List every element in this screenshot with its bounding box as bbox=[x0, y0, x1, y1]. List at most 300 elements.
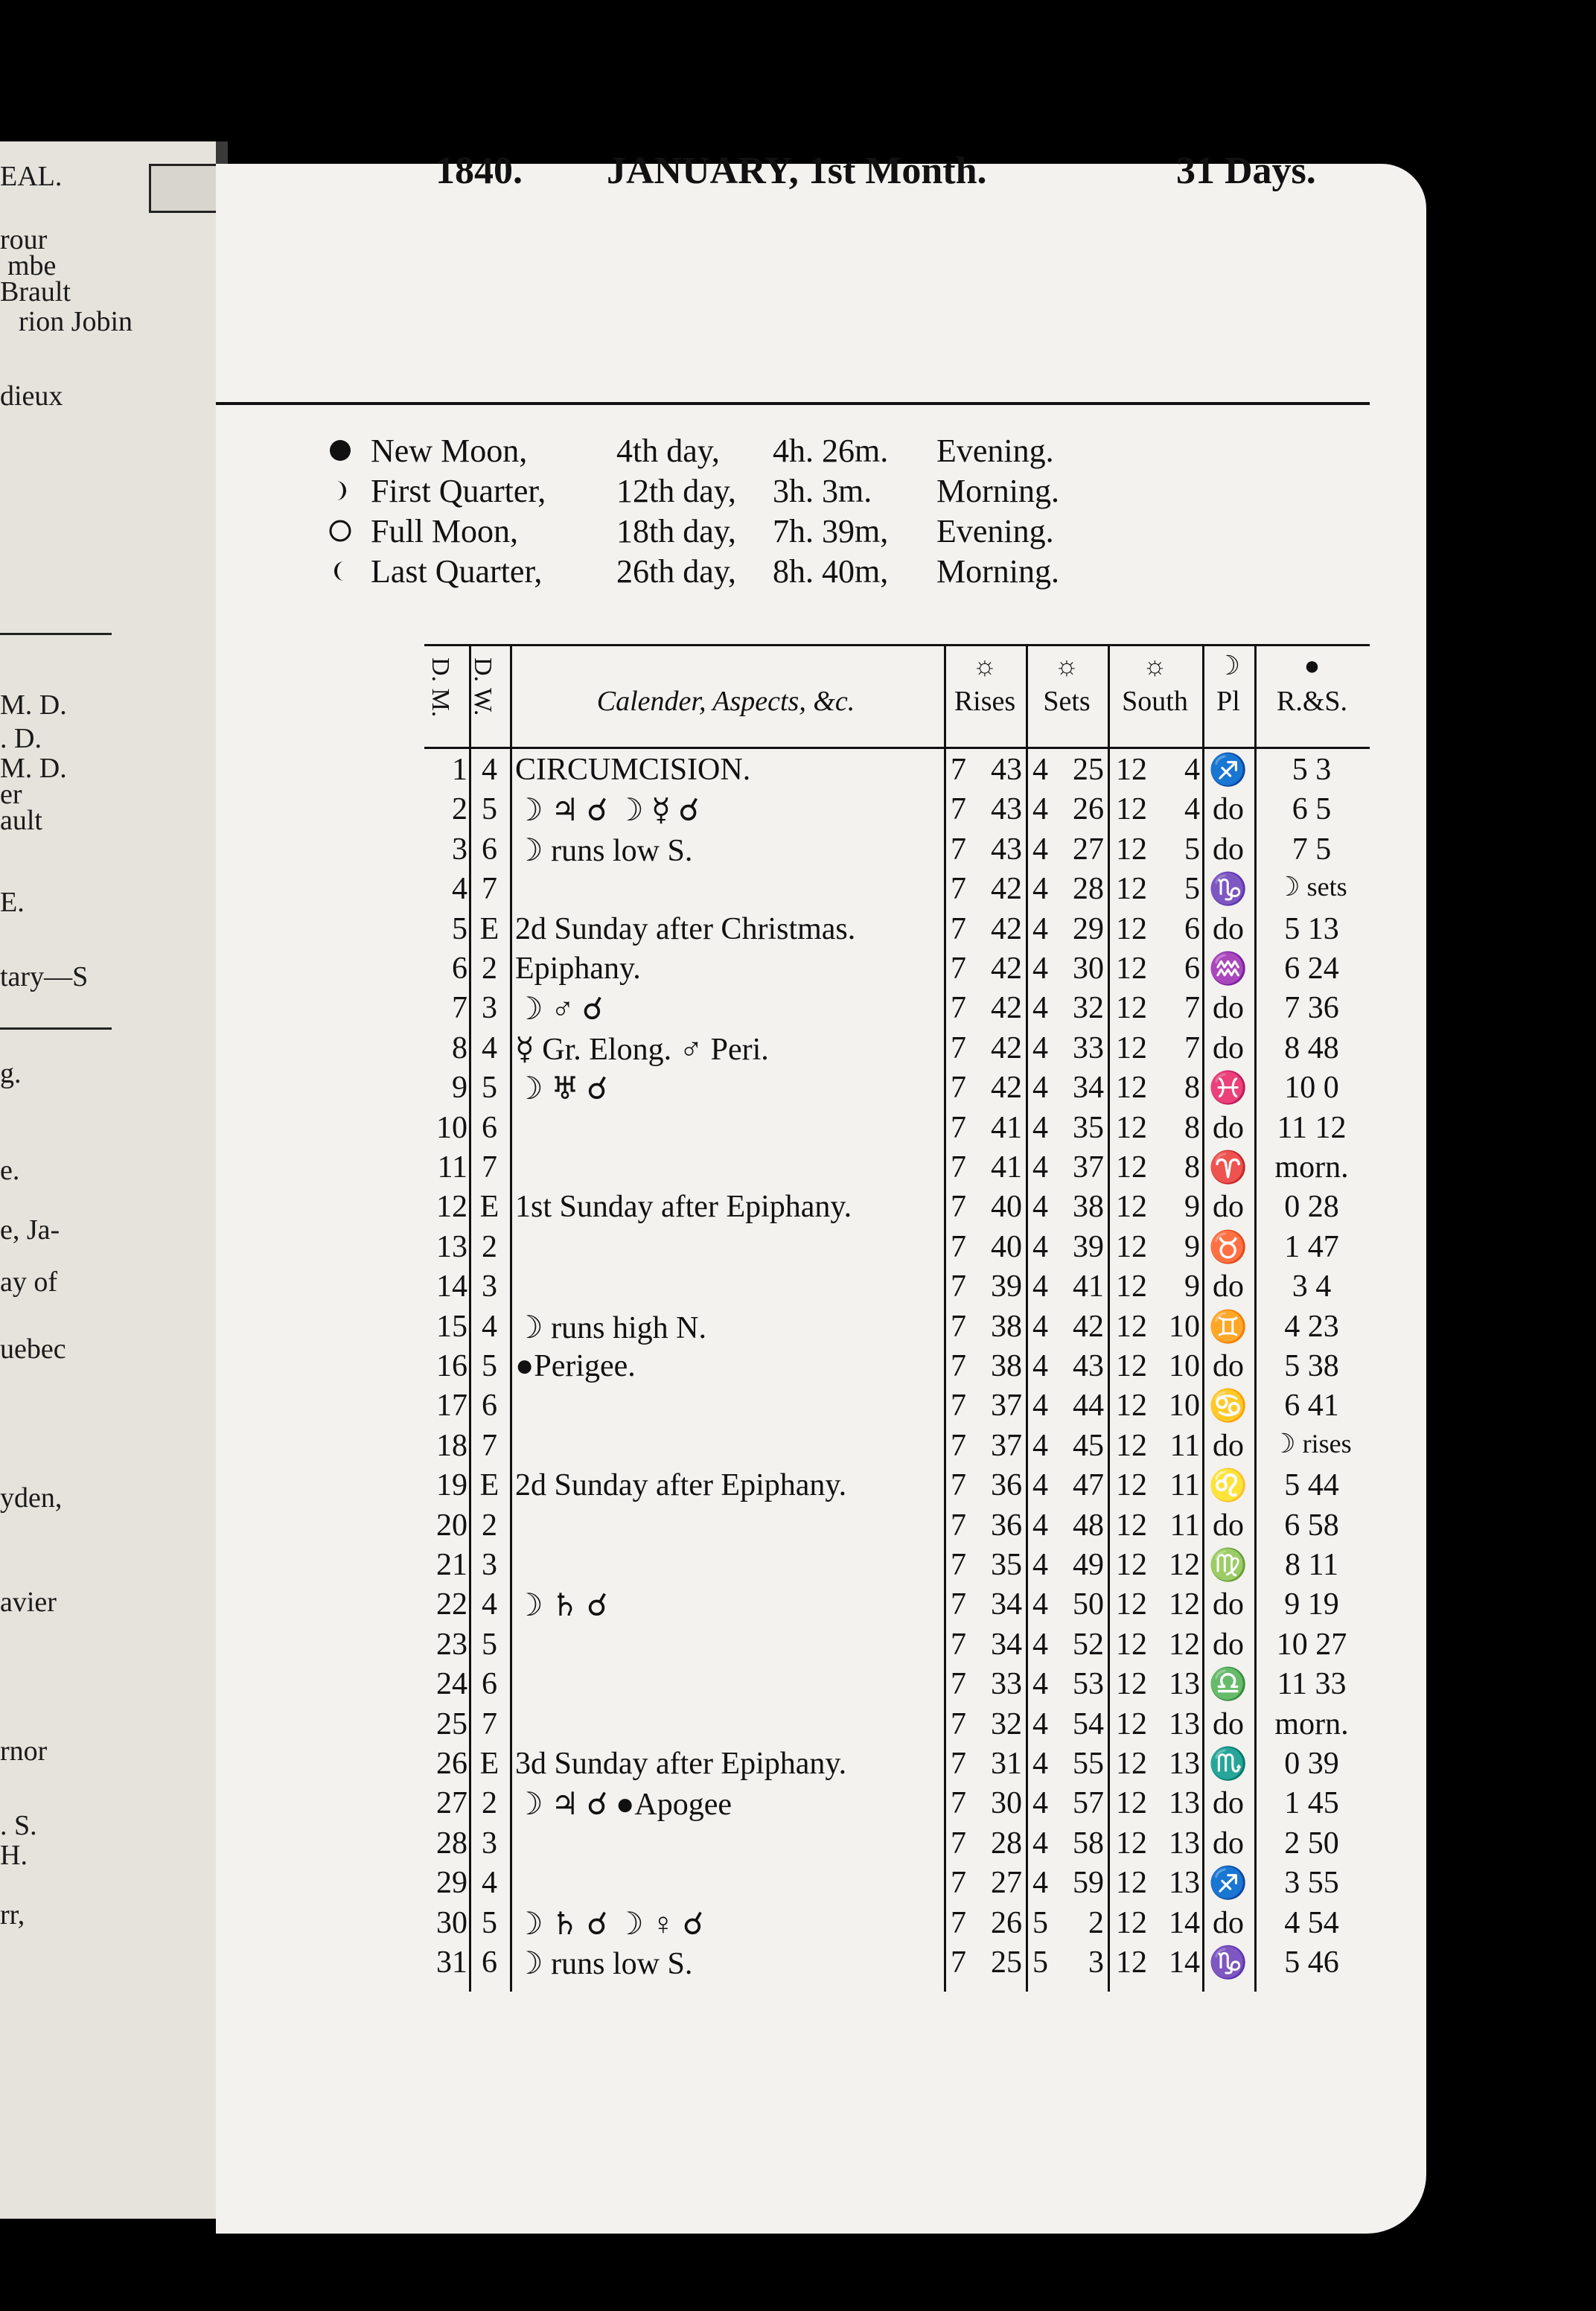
south-minute: 13 bbox=[1169, 1667, 1200, 1702]
sunset-minute: 44 bbox=[1073, 1389, 1104, 1424]
sunset-hour: 4 bbox=[1032, 1508, 1048, 1543]
moon-phase-day: 26th day, bbox=[616, 553, 736, 590]
sunrise-hour: 7 bbox=[951, 952, 966, 986]
day-of-month: 31 bbox=[436, 1945, 467, 1980]
sunrise-minute: 42 bbox=[991, 911, 1022, 946]
south-hour: 12 bbox=[1116, 1349, 1147, 1383]
calendar-note: Epiphany. bbox=[515, 952, 641, 986]
south-minute: 13 bbox=[1169, 1826, 1200, 1861]
sunrise-hour: 7 bbox=[951, 1706, 966, 1741]
moon-rise-set: 2 50 bbox=[1284, 1826, 1339, 1861]
sunset-minute: 28 bbox=[1073, 872, 1104, 907]
sunset-minute: 35 bbox=[1073, 1110, 1104, 1145]
day-of-week: 2 bbox=[482, 1229, 497, 1264]
sunset-hour: 4 bbox=[1032, 1667, 1048, 1702]
day-of-week: 7 bbox=[482, 1706, 497, 1741]
south-hour: 12 bbox=[1116, 1229, 1147, 1264]
sunrise-hour: 7 bbox=[951, 1508, 966, 1543]
south-minute: 9 bbox=[1184, 1269, 1200, 1304]
moon-rise-set: 4 23 bbox=[1284, 1309, 1339, 1344]
table-row bbox=[424, 951, 1370, 990]
sunset-minute: 39 bbox=[1073, 1229, 1104, 1264]
sunrise-hour: 7 bbox=[951, 1229, 966, 1264]
sunset-minute: 32 bbox=[1073, 991, 1104, 1026]
full-moon-icon bbox=[328, 518, 353, 544]
sunset-minute: 30 bbox=[1073, 952, 1104, 986]
sunrise-minute: 43 bbox=[991, 753, 1022, 787]
sunrise-hour: 7 bbox=[951, 872, 966, 907]
sunrise-minute: 38 bbox=[991, 1309, 1022, 1344]
sunrise-hour: 7 bbox=[951, 1667, 966, 1702]
moon-phase-period: Evening. bbox=[936, 513, 1054, 549]
south-minute: 5 bbox=[1184, 872, 1200, 907]
table-row bbox=[424, 1666, 1370, 1706]
facing-page-text: dieux bbox=[0, 380, 63, 412]
sunset-minute: 42 bbox=[1073, 1309, 1104, 1344]
day-of-week: 3 bbox=[482, 991, 497, 1026]
sunset-minute: 3 bbox=[1088, 1945, 1104, 1980]
moon-rise-set: 5 13 bbox=[1284, 911, 1339, 946]
sunset-minute: 55 bbox=[1073, 1747, 1104, 1781]
day-of-week: 3 bbox=[482, 1269, 497, 1304]
new-moon-icon bbox=[328, 438, 353, 463]
south-hour: 12 bbox=[1116, 1508, 1147, 1543]
day-of-week: 4 bbox=[482, 1866, 497, 1901]
sunset-hour: 4 bbox=[1032, 991, 1048, 1026]
moon-place: ♌ bbox=[1208, 1469, 1248, 1504]
south-hour: 12 bbox=[1116, 1627, 1147, 1662]
sunset-minute: 59 bbox=[1073, 1866, 1104, 1901]
facing-page-text: . S. bbox=[0, 1810, 37, 1841]
moon-rise-set: 5 44 bbox=[1284, 1468, 1339, 1503]
moon-place: do bbox=[1213, 991, 1244, 1026]
day-of-month: 11 bbox=[437, 1150, 467, 1185]
day-of-week: 4 bbox=[482, 1030, 497, 1065]
moon-place: ♎ bbox=[1208, 1668, 1248, 1703]
south-minute: 6 bbox=[1184, 952, 1200, 986]
sunset-minute: 25 bbox=[1073, 753, 1104, 787]
moon-place: ♏ bbox=[1208, 1747, 1248, 1782]
south-minute: 9 bbox=[1184, 1229, 1200, 1264]
sunset-hour: 4 bbox=[1032, 1866, 1048, 1901]
south-hour: 12 bbox=[1116, 1667, 1147, 1702]
moon-place: ♐ bbox=[1208, 753, 1248, 788]
moon-rise-set: 7 36 bbox=[1284, 991, 1339, 1026]
sunrise-minute: 41 bbox=[991, 1110, 1022, 1145]
sunset-hour: 4 bbox=[1032, 832, 1048, 867]
sunset-hour: 4 bbox=[1032, 1150, 1048, 1185]
sunrise-minute: 38 bbox=[991, 1349, 1022, 1383]
south-hour: 12 bbox=[1116, 1945, 1147, 1980]
facing-page-text: H. bbox=[0, 1840, 28, 1871]
day-of-week: 2 bbox=[482, 952, 497, 986]
day-of-week: 7 bbox=[482, 1150, 497, 1185]
moon-place: ♐ bbox=[1208, 1867, 1248, 1902]
sunset-minute: 38 bbox=[1073, 1190, 1104, 1225]
moon-rise-set: 3 55 bbox=[1284, 1866, 1339, 1901]
south-hour: 12 bbox=[1116, 1587, 1147, 1622]
sunrise-minute: 37 bbox=[991, 1428, 1022, 1463]
moon-phase-name: New Moon, bbox=[371, 433, 528, 469]
moon-phase-time: 4h. 26m. bbox=[773, 433, 889, 469]
south-minute: 7 bbox=[1184, 1030, 1200, 1065]
day-of-month: 16 bbox=[436, 1349, 467, 1383]
calendar-note: 1st Sunday after Epiphany. bbox=[515, 1190, 852, 1225]
moon-place: do bbox=[1213, 1349, 1244, 1383]
sunset-minute: 54 bbox=[1073, 1706, 1104, 1741]
day-of-week: 5 bbox=[482, 1627, 497, 1662]
south-hour: 12 bbox=[1116, 1905, 1147, 1940]
moon-rise-set: 0 39 bbox=[1284, 1747, 1339, 1781]
sunset-minute: 45 bbox=[1073, 1428, 1104, 1463]
sunset-minute: 47 bbox=[1073, 1468, 1104, 1503]
table-row bbox=[424, 1388, 1370, 1427]
moon-rise-set: ☽ sets bbox=[1276, 872, 1347, 902]
moon-place: do bbox=[1213, 1190, 1244, 1225]
first-quarter-icon bbox=[328, 478, 353, 503]
sunset-minute: 41 bbox=[1073, 1269, 1104, 1304]
sunrise-minute: 36 bbox=[991, 1508, 1022, 1543]
last-quarter-icon bbox=[328, 558, 353, 584]
south-minute: 10 bbox=[1169, 1389, 1200, 1424]
day-of-week: 6 bbox=[482, 832, 497, 867]
sunset-hour: 5 bbox=[1032, 1945, 1048, 1980]
calendar-note: ☽ runs high N. bbox=[515, 1310, 706, 1345]
calendar-note: ☽ ♃ ☌ ☽ ☿ ☌ bbox=[515, 794, 700, 829]
day-of-week: 7 bbox=[482, 872, 497, 907]
sunrise-minute: 30 bbox=[991, 1786, 1022, 1821]
calendar-note: ☿ Gr. Elong. ♂ Peri. bbox=[515, 1032, 769, 1067]
sun-icon: ☼ bbox=[1143, 651, 1167, 680]
south-hour: 12 bbox=[1116, 911, 1147, 946]
facing-page-text: ay of bbox=[0, 1266, 58, 1298]
south-minute: 5 bbox=[1184, 832, 1200, 867]
header-rule bbox=[216, 402, 1370, 405]
moon-phase-period: Evening. bbox=[936, 433, 1054, 469]
south-hour: 12 bbox=[1116, 1150, 1147, 1185]
south-hour: 12 bbox=[1116, 1747, 1147, 1781]
south-hour: 12 bbox=[1116, 1428, 1147, 1463]
moon-rise-set: morn. bbox=[1274, 1150, 1349, 1185]
sunrise-hour: 7 bbox=[951, 1945, 966, 1980]
facing-page-text: er bbox=[0, 779, 22, 810]
moon-place: ♉ bbox=[1208, 1230, 1248, 1265]
sunrise-minute: 40 bbox=[991, 1190, 1022, 1225]
sunrise-minute: 32 bbox=[991, 1706, 1022, 1741]
south-hour: 12 bbox=[1116, 1866, 1147, 1901]
sunset-minute: 58 bbox=[1073, 1826, 1104, 1861]
day-of-week: E bbox=[479, 1747, 499, 1781]
moon-disc-icon: ● bbox=[1303, 651, 1321, 680]
moon-phase-period: Morning. bbox=[936, 553, 1059, 590]
sunset-hour: 4 bbox=[1032, 1309, 1048, 1344]
sunrise-minute: 25 bbox=[991, 1945, 1022, 1980]
moon-crescent-icon: ☽ bbox=[1216, 651, 1241, 680]
south-hour: 12 bbox=[1116, 1786, 1147, 1821]
south-minute: 4 bbox=[1184, 753, 1200, 787]
day-of-month: 23 bbox=[436, 1627, 467, 1662]
day-of-week: 4 bbox=[482, 1309, 497, 1344]
table-row bbox=[424, 832, 1370, 871]
calendar-note: ☽ ♄ ☌ bbox=[515, 1589, 608, 1624]
sunset-hour: 4 bbox=[1032, 753, 1048, 787]
sunset-minute: 26 bbox=[1073, 792, 1104, 827]
moon-place: ♓ bbox=[1208, 1071, 1248, 1106]
sunset-hour: 4 bbox=[1032, 1428, 1048, 1463]
sunrise-hour: 7 bbox=[951, 1468, 966, 1503]
facing-page-text: g. bbox=[0, 1058, 22, 1089]
table-row bbox=[424, 1508, 1370, 1547]
sunrise-hour: 7 bbox=[951, 792, 966, 827]
sunrise-hour: 7 bbox=[951, 1110, 966, 1145]
south-hour: 12 bbox=[1116, 832, 1147, 867]
table-row bbox=[424, 1746, 1370, 1785]
table-row bbox=[424, 911, 1370, 951]
sunrise-minute: 41 bbox=[991, 1150, 1022, 1185]
moon-phase-time: 8h. 40m, bbox=[773, 553, 889, 590]
day-of-week: 6 bbox=[482, 1389, 497, 1424]
facing-page-text: Brault bbox=[0, 276, 71, 307]
moon-place: ♒ bbox=[1208, 952, 1248, 986]
south-minute: 11 bbox=[1169, 1468, 1200, 1503]
sunset-minute: 43 bbox=[1073, 1349, 1104, 1383]
sunrise-hour: 7 bbox=[951, 1030, 966, 1065]
header-moon-place: Pl bbox=[1216, 686, 1240, 717]
day-of-week: 7 bbox=[482, 1428, 497, 1463]
moon-rise-set: 6 58 bbox=[1284, 1508, 1339, 1543]
day-of-month: 7 bbox=[452, 991, 467, 1026]
south-minute: 8 bbox=[1184, 1150, 1200, 1185]
table-row bbox=[424, 1269, 1370, 1308]
calendar-note: ☽ ♅ ☌ bbox=[515, 1072, 608, 1107]
sunrise-hour: 7 bbox=[951, 1548, 966, 1582]
moon-rise-set: 5 38 bbox=[1284, 1349, 1339, 1383]
sunrise-hour: 7 bbox=[951, 1428, 966, 1463]
calendar-note: ☽ ♃ ☌ ●Apogee bbox=[515, 1788, 732, 1823]
moon-phase-time: 3h. 3m. bbox=[773, 473, 872, 509]
sunrise-minute: 36 bbox=[991, 1468, 1022, 1503]
header-calendar bbox=[517, 685, 934, 718]
calendar-note: ●Perigee. bbox=[515, 1349, 636, 1383]
moon-place: do bbox=[1213, 792, 1244, 827]
sunset-hour: 4 bbox=[1032, 1071, 1048, 1106]
table-row bbox=[424, 1309, 1370, 1348]
sunrise-minute: 31 bbox=[991, 1747, 1022, 1781]
day-of-month: 25 bbox=[436, 1706, 467, 1741]
sunrise-hour: 7 bbox=[951, 991, 966, 1026]
sunset-hour: 4 bbox=[1032, 911, 1048, 946]
sunrise-hour: 7 bbox=[951, 1190, 966, 1225]
sunrise-minute: 28 bbox=[991, 1826, 1022, 1861]
south-hour: 12 bbox=[1116, 952, 1147, 986]
day-of-week: E bbox=[479, 1190, 499, 1225]
moon-rise-set: 0 28 bbox=[1284, 1190, 1339, 1225]
facing-page-text: . D. bbox=[0, 723, 42, 754]
moon-phase-day: 12th day, bbox=[616, 473, 736, 509]
day-of-month: 30 bbox=[436, 1905, 467, 1940]
sunset-hour: 4 bbox=[1032, 1190, 1048, 1225]
sunrise-minute: 34 bbox=[991, 1587, 1022, 1622]
table-row bbox=[424, 1348, 1370, 1388]
sun-icon: ☼ bbox=[1054, 651, 1079, 680]
calendar-note: ☽ ♂ ☌ bbox=[515, 992, 604, 1027]
moon-place: do bbox=[1213, 1627, 1244, 1662]
facing-page-text: rnor bbox=[0, 1735, 48, 1767]
sunrise-minute: 35 bbox=[991, 1548, 1022, 1582]
sunset-hour: 4 bbox=[1032, 1627, 1048, 1662]
sunset-minute: 49 bbox=[1073, 1548, 1104, 1582]
sunset-minute: 34 bbox=[1073, 1071, 1104, 1106]
facing-page-text: rr, bbox=[0, 1899, 25, 1931]
day-of-week: 5 bbox=[482, 1349, 497, 1383]
table-row bbox=[424, 1030, 1370, 1070]
moon-place: do bbox=[1213, 1110, 1244, 1145]
south-minute: 6 bbox=[1184, 911, 1200, 946]
day-of-week: 6 bbox=[482, 1667, 497, 1702]
table-row bbox=[424, 752, 1370, 791]
day-of-month: 22 bbox=[436, 1587, 467, 1622]
table-row bbox=[424, 1865, 1370, 1904]
facing-page-text: M. D. bbox=[0, 689, 67, 721]
moon-phase-time: 7h. 39m, bbox=[773, 513, 889, 549]
moon-phase-name: Last Quarter, bbox=[371, 553, 543, 590]
day-of-month: 19 bbox=[436, 1468, 467, 1503]
sunrise-hour: 7 bbox=[951, 1150, 966, 1185]
moon-place: do bbox=[1213, 832, 1244, 867]
sunrise-minute: 42 bbox=[991, 952, 1022, 986]
sunrise-hour: 7 bbox=[951, 1627, 966, 1662]
table-header-rule bbox=[424, 747, 1370, 749]
table-row bbox=[424, 1587, 1370, 1626]
moon-rise-set: 6 24 bbox=[1284, 952, 1339, 986]
day-of-month: 15 bbox=[436, 1309, 467, 1344]
south-minute: 14 bbox=[1169, 1945, 1200, 1980]
facing-page-text: ault bbox=[0, 805, 42, 836]
page-header bbox=[0, 149, 1316, 201]
moon-place: do bbox=[1213, 1428, 1244, 1463]
facing-page-text: e, Ja- bbox=[0, 1214, 60, 1246]
moon-place: do bbox=[1213, 1786, 1244, 1821]
sunset-hour: 4 bbox=[1032, 1030, 1048, 1065]
sunrise-minute: 43 bbox=[991, 832, 1022, 867]
header-month: JANUARY, 1st Month. bbox=[607, 150, 987, 192]
sunrise-minute: 42 bbox=[991, 1071, 1022, 1106]
table-row bbox=[424, 1627, 1370, 1666]
moon-place: do bbox=[1213, 1706, 1244, 1741]
south-minute: 8 bbox=[1184, 1110, 1200, 1145]
south-hour: 12 bbox=[1116, 1826, 1147, 1861]
header-rises: Rises bbox=[954, 686, 1016, 717]
sunset-hour: 4 bbox=[1032, 1229, 1048, 1264]
header-calendar-label: Calender, Aspects, &c. bbox=[596, 686, 855, 717]
day-of-month: 28 bbox=[436, 1826, 467, 1861]
day-of-month: 2 bbox=[452, 792, 467, 827]
sunset-hour: 4 bbox=[1032, 872, 1048, 907]
sunset-hour: 4 bbox=[1032, 1110, 1048, 1145]
moon-place: ♊ bbox=[1208, 1310, 1248, 1345]
south-hour: 12 bbox=[1116, 1389, 1147, 1424]
sunrise-minute: 34 bbox=[991, 1627, 1022, 1662]
sunset-minute: 27 bbox=[1073, 832, 1104, 867]
table-row bbox=[424, 1070, 1370, 1109]
sunrise-hour: 7 bbox=[951, 1309, 966, 1344]
day-of-month: 6 bbox=[452, 952, 467, 986]
sunrise-hour: 7 bbox=[951, 1587, 966, 1622]
moon-rise-set: 10 0 bbox=[1284, 1071, 1339, 1106]
sunrise-hour: 7 bbox=[951, 1786, 966, 1821]
south-minute: 7 bbox=[1184, 991, 1200, 1026]
day-of-week: 5 bbox=[482, 792, 497, 827]
sunset-hour: 4 bbox=[1032, 1786, 1048, 1821]
sunset-hour: 4 bbox=[1032, 1468, 1048, 1503]
sunset-minute: 29 bbox=[1073, 911, 1104, 946]
moon-place: ♈ bbox=[1208, 1151, 1248, 1185]
sunset-hour: 4 bbox=[1032, 1706, 1048, 1741]
moon-place: do bbox=[1213, 1905, 1244, 1940]
sunrise-hour: 7 bbox=[951, 1269, 966, 1304]
table-row bbox=[424, 871, 1370, 911]
facing-page-text: avier bbox=[0, 1587, 57, 1618]
moon-rise-set: 4 54 bbox=[1284, 1905, 1339, 1940]
moon-rise-set: 3 4 bbox=[1292, 1269, 1332, 1304]
header-south: South bbox=[1122, 686, 1188, 717]
facing-page-rule bbox=[0, 633, 112, 635]
sunrise-minute: 42 bbox=[991, 1030, 1022, 1065]
south-minute: 14 bbox=[1169, 1905, 1200, 1940]
sunset-hour: 4 bbox=[1032, 1747, 1048, 1781]
south-hour: 12 bbox=[1116, 1030, 1147, 1065]
sunrise-hour: 7 bbox=[951, 1747, 966, 1781]
sunrise-minute: 33 bbox=[991, 1667, 1022, 1702]
moon-place: do bbox=[1213, 911, 1244, 946]
moon-rise-set: 8 48 bbox=[1284, 1030, 1339, 1065]
facing-page bbox=[0, 141, 228, 2219]
moon-rise-set: 1 47 bbox=[1284, 1229, 1339, 1264]
facing-page-text: tary—S bbox=[0, 961, 89, 992]
moon-place: ♍ bbox=[1208, 1549, 1248, 1583]
sunset-minute: 48 bbox=[1073, 1508, 1104, 1543]
day-of-week: E bbox=[479, 1468, 499, 1503]
header-day-of-week: D. W. bbox=[469, 657, 497, 716]
day-of-month: 24 bbox=[436, 1667, 467, 1702]
header-day-of-month: D. M. bbox=[427, 657, 454, 718]
table-row bbox=[424, 1826, 1370, 1865]
table-row bbox=[424, 1110, 1370, 1150]
sunset-hour: 4 bbox=[1032, 1349, 1048, 1383]
sunrise-hour: 7 bbox=[951, 911, 966, 946]
moon-rise-set: 8 11 bbox=[1285, 1548, 1338, 1582]
south-minute: 13 bbox=[1169, 1786, 1200, 1821]
moon-rise-set: ☽ rises bbox=[1271, 1428, 1352, 1459]
table-row bbox=[424, 1150, 1370, 1189]
moon-rise-set: 10 27 bbox=[1276, 1627, 1347, 1662]
calendar-note: 3d Sunday after Epiphany. bbox=[515, 1747, 847, 1781]
day-of-week: E bbox=[479, 911, 499, 946]
sunrise-minute: 43 bbox=[991, 792, 1022, 827]
south-minute: 13 bbox=[1169, 1706, 1200, 1741]
moon-phase-period: Morning. bbox=[936, 473, 1059, 509]
south-hour: 12 bbox=[1116, 1309, 1147, 1344]
day-of-month: 9 bbox=[452, 1071, 467, 1106]
sunrise-hour: 7 bbox=[951, 1071, 966, 1106]
facing-page-text: uebec bbox=[0, 1333, 66, 1365]
moon-phase-day: 4th day, bbox=[616, 433, 720, 469]
header-rises-sets: R.&S. bbox=[1276, 686, 1348, 717]
day-of-month: 21 bbox=[436, 1548, 467, 1582]
moon-place: do bbox=[1213, 1030, 1244, 1065]
day-of-month: 26 bbox=[436, 1747, 467, 1781]
table-row bbox=[424, 1547, 1370, 1587]
